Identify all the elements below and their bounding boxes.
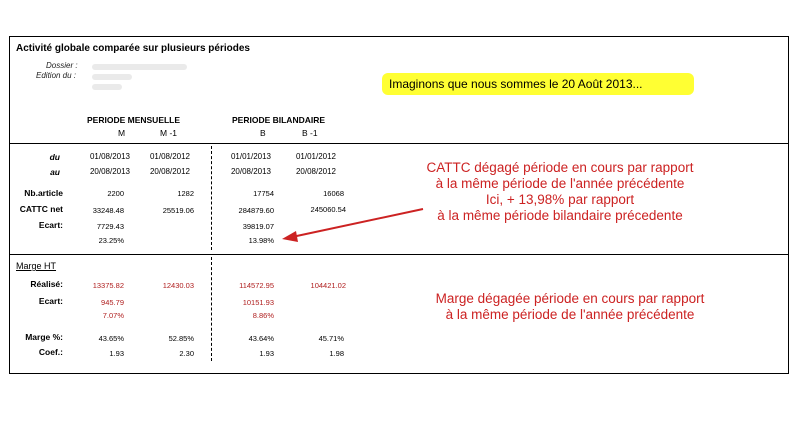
col-b: B xyxy=(260,128,266,138)
au-m: 20/08/2013 xyxy=(89,167,130,176)
cattc-annotation-line: CATTC dégagé période en cours par rapport xyxy=(426,160,694,175)
dossier-label: Dossier : xyxy=(46,61,78,70)
col-m: M xyxy=(118,128,126,138)
cattc-m-1: 25519.06 xyxy=(162,206,194,215)
realise-b-1: 104421.02 xyxy=(310,281,346,290)
marge-ht-heading: Marge HT xyxy=(16,261,57,271)
col-m-1: M -1 xyxy=(160,128,177,138)
du-m-1: 01/08/2012 xyxy=(149,152,190,161)
coef-m: 1.93 xyxy=(109,349,124,358)
realise-m: 13375.82 xyxy=(92,281,124,290)
group-periode-bilandaire: PERIODE BILANDAIRE xyxy=(232,115,326,125)
cattc-annotation-line: Ici, + 13,98% par rapport xyxy=(485,192,635,207)
ecart-label: Ecart: xyxy=(38,220,63,230)
realise-label: Réalisé: xyxy=(30,279,63,289)
du-label: du xyxy=(49,152,60,162)
cattc-m: 33248.48 xyxy=(92,206,124,215)
group-periode-mensuelle: PERIODE MENSUELLE xyxy=(87,115,181,125)
marge-annotation-line: à la même période de l'année précédente xyxy=(445,307,695,322)
nb-article-m-1: 1282 xyxy=(177,189,194,198)
ecart-b-pct: 13.98% xyxy=(248,236,274,245)
highlight-banner: Imaginons que nous sommes le 20 Août 2013... xyxy=(382,73,694,95)
marge-pct-b: 43.64% xyxy=(248,334,274,343)
marge-ecart-b: 10151.93 xyxy=(242,298,274,307)
ecart-b: 39819.07 xyxy=(242,222,274,231)
coef-m-1: 2.30 xyxy=(179,349,194,358)
du-b: 01/01/2013 xyxy=(230,152,271,161)
coef-b-1: 1.98 xyxy=(329,349,344,358)
du-b-1: 01/01/2012 xyxy=(295,152,336,161)
edition-label: Edition du : xyxy=(36,71,77,80)
nb-article-m: 2200 xyxy=(107,189,124,198)
coef-label: Coef.: xyxy=(38,347,63,357)
au-m-1: 20/08/2012 xyxy=(149,167,190,176)
ecart-m-pct: 23.25% xyxy=(98,236,124,245)
du-m: 01/08/2013 xyxy=(89,152,130,161)
nb-article-b: 17754 xyxy=(253,189,274,198)
au-b: 20/08/2013 xyxy=(230,167,271,176)
cattc-b-1: 245060.54 xyxy=(310,205,346,214)
cattc-annotation-line: à la même période de l'année précédente xyxy=(435,176,685,191)
ecart-m: 7729.43 xyxy=(96,222,124,231)
realise-b: 114572.95 xyxy=(239,281,274,290)
coef-b: 1.93 xyxy=(259,349,274,358)
marge-ecart-m-pct: 7.07% xyxy=(102,311,124,320)
marge-pct-m-1: 52.85% xyxy=(168,334,194,343)
au-b-1: 20/08/2012 xyxy=(295,167,336,176)
report-title: Activité globale comparée sur plusieurs périodes xyxy=(16,43,250,54)
marge-ecart-m: 945.79 xyxy=(101,298,124,307)
marge-annotation-line: Marge dégagée période en cours par rapport xyxy=(435,291,705,306)
nb-article-b-1: 16068 xyxy=(323,189,344,198)
realise-m-1: 12430.03 xyxy=(162,281,194,290)
col-b-1: B -1 xyxy=(302,128,318,138)
nb-article-label: Nb.article xyxy=(24,188,63,198)
marge-ecart-b-pct: 8.86% xyxy=(252,311,274,320)
cattc-label: CATTC net xyxy=(19,204,63,214)
marge-pct-m: 43.65% xyxy=(98,334,124,343)
marge-pct-b-1: 45.71% xyxy=(318,334,344,343)
marge-ecart-label: Ecart: xyxy=(38,296,63,306)
marge-pct-label: Marge %: xyxy=(25,332,63,342)
cattc-b: 284879.60 xyxy=(238,206,274,215)
cattc-annotation-line: à la même période bilandaire précedente xyxy=(437,208,683,223)
au-label: au xyxy=(50,167,60,177)
